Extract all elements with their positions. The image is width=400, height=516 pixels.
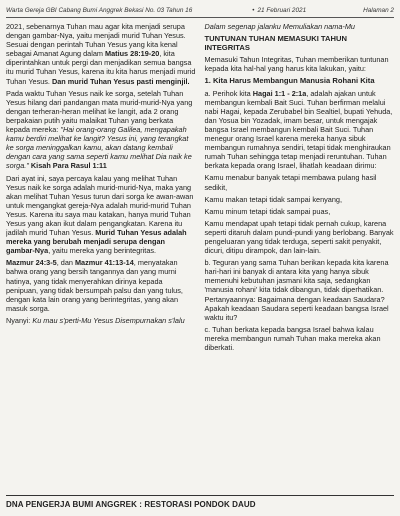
paragraph: Memasuki Tahun Integritas, Tuhan memberikan tuntunan kepada kita hal-hal yang harus kita lakukan, yaitu: xyxy=(204,55,389,74)
paragraph: a. Perihok kita Hagai 1:1 - 2:1a, adalah ajakan untuk membangun kembali Bait Suci. Tuhan berfirman melalui nabi Hagai, kepada Zerubabel bin Sealtiel, bupati Yehuda, dan Yosua bin Yozadak, imam besar, untuk mengajak bangsa Israel membangun kembali Bait Suci. Tuhan menegur orang Israel karena mereka hanya sibuk membangun rumahnya sendiri, tetapi tidak menghiraukan rumah Tuhan sehingga tetap menjadi reruntuhan. Tuhan berkata kepada orang Israel, lihatlah keadaan dirimu: xyxy=(204,88,393,171)
scripture-ref: Mazmur 24:3-5 xyxy=(6,258,57,268)
article-columns xyxy=(6,22,394,492)
header-publication: Warta Gereja GBI Cabang Bumi Anggrek Bekasi No. 03 Tahun 16 xyxy=(6,6,193,14)
right-column xyxy=(205,22,395,492)
list-item: Kamu mendapat upah tetapi tidak pernah cukup, karena seperti ditaruh dalam pundi-pundi yang berlobang. Banyak pengeluaran yang tidak terduga, seperti sakit penyakit, dicuri, ditipu dirampok, dan lain-lain. xyxy=(204,218,394,256)
emphasis-text: Dan murid Tuhan Yesus pasti menginjil. xyxy=(51,76,190,86)
scripture-ref: Kisah Para Rasul 1:11 xyxy=(28,161,107,171)
paragraph: b. Teguran yang sama Tuhan berikan kepada kita karena hari-hari ini banyak di antara kita yang hanya sibuk memenuhi kebutuhan jasmani kita saja, sedangkan 'manusia rohani' kita tidak dibangun, tidak diperhatikan. Pertanyaannya: Bagaimana dengan keadaan Saudara? Apakah keadaan Saudara seperti keadaan bangsa Israel waktu itu? xyxy=(204,258,389,322)
list-item: Kamu minum tetapi tidak sampai puas, xyxy=(204,206,331,216)
song-line: Nyanyi: Ku mau s'perti-Mu Yesus Disempurnakan s'lalu xyxy=(6,315,185,325)
bullet-icon: • xyxy=(252,6,255,14)
header-meta xyxy=(249,7,306,14)
paragraph: Mazmur 24:3-5, dan Mazmur 41:13-14, menyatakan bahwa orang yang bersih tangannya dan yang murni hatinya, yang tidak menyerahkan dirinya kepada penipuan, yang tidak bersumpah palsu dan yang tulus, dengan kata lain orang yang berintegritas, yang akan masuk sorga. xyxy=(6,258,183,313)
paragraph: Dari ayat ini, saya percaya kalau yang melihat Tuhan Yesus naik ke sorga adalah murid-murid-Nya, maka yang akan melihat Tuhan Yesus turun dari sorga ke awan-awan untuk mengangkat gereja-Nya adalah murid-murid Tuhan Yesus. Karena itu saya mau katakan, hanya murid Tuhan Yesus yang akan ikut dalam pengangkatan. Karena itu jadilah murid Tuhan Yesus. Murid Tuhan Yesus adalah mereka yang berubah menjadi serupa dengan gambar-Nya, yaitu mereka yang berintegritas. xyxy=(6,173,194,256)
left-column xyxy=(6,22,196,492)
emphasis-text: Murid Tuhan Yesus adalah mereka yang berubah menjadi serupa dengan gambar-Nya xyxy=(6,228,187,256)
paragraph: 2021, sebenarnya Tuhan mau agar kita menjadi serupa dengan gambar-Nya, yaitu menjadi murid Tuhan Yesus. Sesuai dengan perintah Tuhan Yesus yang kita kenal sebagai Amanat Agung dalam Matius 28:19-20, kita diperintahkan untuk pergi dan menjadikan semua bangsa itu murid Tuhan Yesus, karena itu kita harus menjadi murid Tuhan Yesus. Dan murid Tuhan Yesus pasti menginjil. xyxy=(6,22,196,86)
quote-text: "Hai orang-orang Galilea, mengapakah kamu berdiri melihat ke langit? Yesus ini, yang terangkat ke sorga meninggalkan kamu, akan datang kembali dengan cara yang sama seperti kamu melihat Dia naik ke sorga." xyxy=(6,125,192,171)
header-page-number: Halaman 2 xyxy=(363,6,394,14)
section-heading: TUNTUNAN TUHAN MEMASUKI TAHUN INTEGRITAS xyxy=(204,34,347,53)
header-date: 21 Februari 2021 xyxy=(257,6,307,14)
page-footer xyxy=(6,495,394,512)
page-header xyxy=(6,4,394,18)
scripture-ref: Mazmur 41:13-14 xyxy=(74,258,134,268)
list-item: Kamu makan tetapi tidak sampai kenyang, xyxy=(204,194,343,204)
scripture-ref: Matius 28:19-20 xyxy=(105,49,160,59)
scripture-ref: Hagai 1:1 - 2:1a xyxy=(252,88,307,98)
footer-text: DNA PENGERJA BUMI ANGGREK : RESTORASI PONDOK DAUD xyxy=(6,499,256,509)
paragraph: Pada waktu Tuhan Yesus naik ke sorga, setelah Tuhan Yesus hilang dari pandangan mata murid-murid-Nya yang dengan terheran-heran melihat ke langit, ada 2 orang berpakaian putih yaitu malaikat Tuhan yang berkata kepada mereka: "Hai orang-orang Galilea, mengapakah kamu berdiri melihat ke langit? Yesus ini, yang terangkat ke sorga meninggalkan kamu, akan datang kembali dengan cara yang sama seperti kamu melihat Dia naik ke sorga." Kisah Para Rasul 1:11 xyxy=(6,88,193,171)
subheading: 1. Kita Harus Membangun Manusia Rohani Kita xyxy=(204,76,375,86)
song-continuation: Dalam segenap jalanku Memuliakan nama-Mu xyxy=(204,22,355,31)
list-item: Kamu menabur banyak tetapi membawa pulang hasil sedikit, xyxy=(204,173,377,192)
paragraph: c. Tuhan berkata kepada bangsa Israel bahwa kalau mereka membangun rumah Tuhan maka mereka akan diberkati. xyxy=(204,324,381,352)
